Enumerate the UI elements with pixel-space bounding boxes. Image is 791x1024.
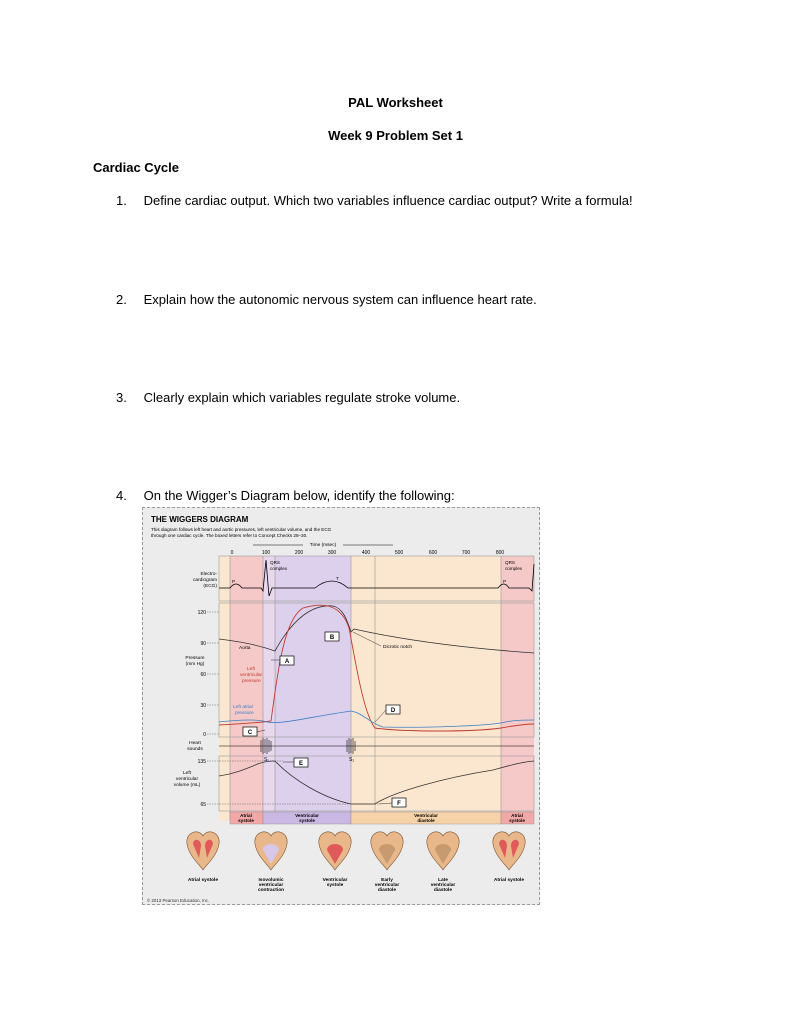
- question-number: 4.: [116, 488, 127, 503]
- qrs-label: QRS: [505, 560, 515, 565]
- sounds-row-label: sounds: [187, 747, 203, 752]
- lv-pressure-label: pressure: [242, 679, 261, 684]
- volume-tick: 65: [200, 802, 206, 808]
- time-tick: 200: [294, 550, 304, 556]
- pressure-tick: 90: [200, 641, 206, 647]
- heart-caption: diastole: [433, 888, 453, 893]
- heart-icon: [493, 832, 525, 870]
- heart-caption: Ventricular: [322, 878, 348, 883]
- phase-label: Ventricular: [295, 813, 319, 818]
- heart-caption: ventricular: [374, 883, 400, 888]
- pressure-tick: 30: [200, 703, 206, 709]
- time-tick: 700: [461, 550, 471, 556]
- question-2: [116, 292, 537, 307]
- ecg-row-label: Electro-: [200, 572, 217, 577]
- heart-caption: Early: [381, 878, 393, 883]
- heart-icon: [427, 832, 459, 870]
- pressure-tick: 120: [197, 610, 206, 616]
- time-tick: 600: [428, 550, 438, 556]
- phase-bar: [230, 812, 534, 824]
- time-tick: 500: [394, 550, 404, 556]
- phase-label: systole: [238, 818, 254, 823]
- phase-label: systole: [509, 818, 525, 823]
- volume-row-label: ventricular: [175, 777, 199, 782]
- s2-label: S₂: [349, 757, 355, 763]
- pressure-tick: 0: [203, 732, 206, 738]
- phase-label: Atrial: [240, 813, 252, 818]
- box-b: B: [329, 635, 335, 641]
- heart-caption: Atrial systole: [493, 878, 525, 883]
- dicrotic-notch-label: Dicrotic notch: [383, 645, 413, 650]
- question-text: Define cardiac output. Which two variables influence cardiac output? Write a formula!: [143, 193, 633, 208]
- box-e: E: [298, 761, 304, 767]
- time-ticks: [231, 550, 505, 556]
- aorta-label: Aorta: [239, 646, 251, 651]
- worksheet-title: PAL Worksheet: [348, 95, 443, 110]
- time-tick: 0: [230, 550, 234, 556]
- heart-caption: contraction: [257, 888, 285, 893]
- question-4: [116, 488, 455, 503]
- diagram-caption-line1: This diagram follows left heart and aortic pressures, left ventricular volume, and the ECG: [151, 527, 332, 532]
- ecg-t-wave-label: T: [336, 576, 339, 581]
- diagram-heading: THE WIGGERS DIAGRAM: [151, 515, 249, 524]
- time-tick: 800: [495, 550, 505, 556]
- phase-label: diastole: [417, 818, 435, 823]
- copyright: © 2013 Pearson Education, Inc.: [147, 898, 210, 903]
- heart-icon: [255, 832, 287, 870]
- ecg-p-wave-label: P: [232, 579, 236, 584]
- phase-label: systole: [299, 818, 315, 823]
- heart-icon: [319, 832, 351, 870]
- question-number: 2.: [116, 292, 127, 307]
- section-heading: Cardiac Cycle: [93, 160, 179, 175]
- la-pressure-label: Left atrial: [233, 705, 253, 710]
- phase-bands: [219, 556, 534, 821]
- time-tick: 100: [261, 550, 271, 556]
- heart-caption: diastole: [377, 888, 397, 893]
- question-number: 1.: [116, 193, 127, 208]
- time-tick: 300: [327, 550, 337, 556]
- heart-illustrations: [187, 832, 525, 870]
- phase-label: Atrial: [511, 813, 523, 818]
- lv-pressure-label: ventricular: [240, 673, 263, 678]
- qrs-label: QRS: [270, 560, 280, 565]
- time-axis-label: Time (msec): [309, 543, 337, 548]
- question-text: Explain how the autonomic nervous system can influence heart rate.: [143, 292, 537, 307]
- wiggers-diagram: [142, 507, 540, 905]
- volume-row-label: volume (mL): [173, 783, 201, 788]
- pressure-row-label: (mm Hg): [185, 662, 205, 667]
- ecg-p-wave-label: P: [503, 579, 507, 584]
- ecg-row-label: cardiogram: [193, 578, 217, 583]
- box-f: F: [397, 801, 401, 807]
- volume-row-label: Left: [182, 771, 192, 776]
- heart-caption: Late: [438, 878, 448, 883]
- qrs-label: complex: [505, 566, 523, 571]
- qrs-label: complex: [270, 566, 288, 571]
- box-a: A: [284, 659, 290, 665]
- phase-label: Ventricular: [414, 813, 438, 818]
- heart-caption: Atrial systole: [187, 878, 219, 883]
- heart-caption: ventricular: [430, 883, 456, 888]
- s1-label: S₁: [264, 757, 270, 763]
- heart-caption: systole: [326, 883, 344, 888]
- volume-tick: 135: [197, 759, 206, 765]
- question-text: Clearly explain which variables regulate stroke volume.: [143, 390, 461, 405]
- question-1: [116, 193, 633, 208]
- time-tick: 400: [361, 550, 371, 556]
- la-pressure-label: pressure: [235, 711, 254, 716]
- sounds-row-label: Heart: [189, 741, 201, 746]
- heart-icon: [371, 832, 403, 870]
- box-c: C: [247, 730, 253, 736]
- question-text: On the Wigger’s Diagram below, identify the following:: [143, 488, 455, 503]
- ecg-row-label: (ECG): [203, 584, 217, 589]
- heart-caption: ventricular: [258, 883, 284, 888]
- pressure-tick: 60: [200, 672, 206, 678]
- heart-icon: [187, 832, 219, 870]
- problem-set-subtitle: Week 9 Problem Set 1: [328, 128, 463, 143]
- question-number: 3.: [116, 390, 127, 405]
- box-d: D: [390, 708, 396, 714]
- diagram-caption-line2: through one cardiac cycle. The boxed letters refer to Concept Checks 28–30.: [151, 533, 308, 538]
- question-3: [116, 390, 460, 405]
- lv-pressure-label: Left: [247, 667, 256, 672]
- pressure-row-label: Pressure: [185, 656, 205, 661]
- heart-caption: Isovolumic: [258, 878, 284, 883]
